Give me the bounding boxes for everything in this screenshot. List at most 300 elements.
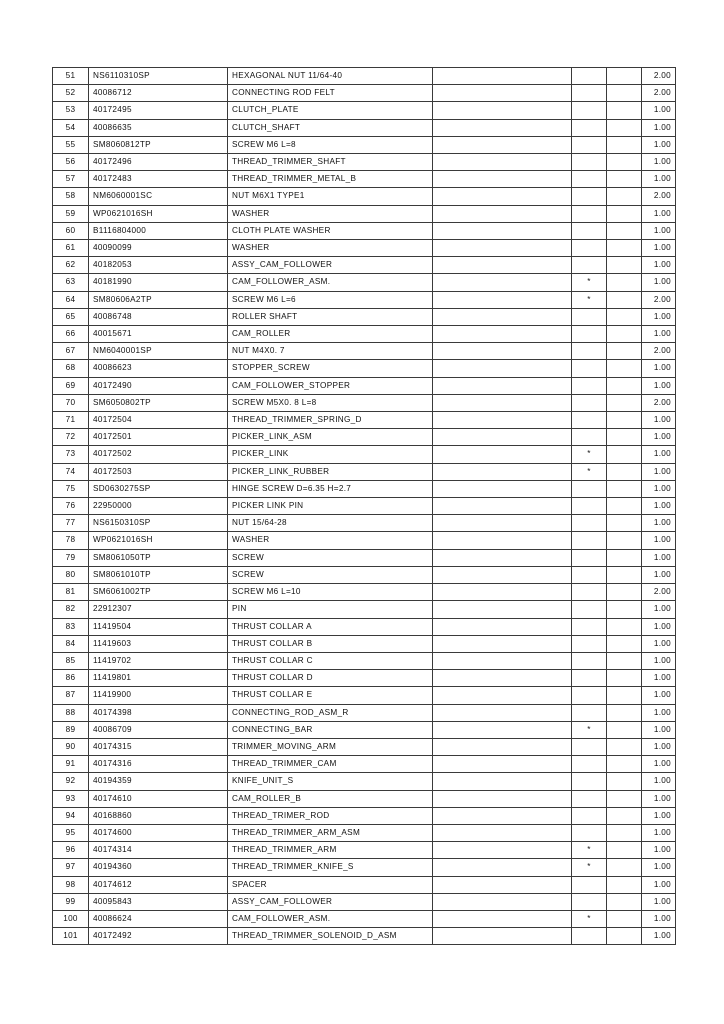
quantity-cell: 1.00: [642, 807, 676, 824]
quantity-cell: 1.00: [642, 876, 676, 893]
description-cell: PIN: [228, 601, 433, 618]
item-number-cell: 77: [53, 515, 89, 532]
mark-cell: [572, 790, 607, 807]
mark-cell: *: [572, 721, 607, 738]
table-row: [53, 136, 676, 153]
mark-cell: [572, 652, 607, 669]
mark-cell: *: [572, 291, 607, 308]
mark-cell: [572, 154, 607, 171]
empty-cell: [433, 893, 572, 910]
description-cell: THRUST COLLAR E: [228, 687, 433, 704]
empty-cell: [607, 154, 642, 171]
empty-cell: [433, 859, 572, 876]
empty-cell: [607, 910, 642, 927]
empty-cell: [607, 119, 642, 136]
empty-cell: [607, 549, 642, 566]
mark-cell: [572, 635, 607, 652]
item-number-cell: 94: [53, 807, 89, 824]
item-number-cell: 78: [53, 532, 89, 549]
empty-cell: [607, 394, 642, 411]
description-cell: HINGE SCREW D=6.35 H=2.7: [228, 480, 433, 497]
mark-cell: [572, 601, 607, 618]
quantity-cell: 1.00: [642, 498, 676, 515]
description-cell: THREAD_TRIMMER_METAL_B: [228, 171, 433, 188]
table-row: [53, 205, 676, 222]
empty-cell: [433, 274, 572, 291]
mark-cell: [572, 188, 607, 205]
empty-cell: [433, 377, 572, 394]
table-row: [53, 498, 676, 515]
part-number-cell: 22912307: [89, 601, 228, 618]
quantity-cell: 1.00: [642, 756, 676, 773]
part-number-cell: WP0621016SH: [89, 205, 228, 222]
table-row: [53, 360, 676, 377]
empty-cell: [607, 618, 642, 635]
empty-cell: [433, 498, 572, 515]
empty-cell: [433, 910, 572, 927]
empty-cell: [433, 807, 572, 824]
part-number-cell: B1116804000: [89, 222, 228, 239]
quantity-cell: 1.00: [642, 910, 676, 927]
description-cell: SCREW M6 L=6: [228, 291, 433, 308]
part-number-cell: SM8061010TP: [89, 566, 228, 583]
quantity-cell: 1.00: [642, 738, 676, 755]
description-cell: ASSY_CAM_FOLLOWER: [228, 257, 433, 274]
empty-cell: [607, 532, 642, 549]
part-number-cell: 40172492: [89, 928, 228, 945]
part-number-cell: 40172483: [89, 171, 228, 188]
mark-cell: *: [572, 859, 607, 876]
empty-cell: [433, 515, 572, 532]
description-cell: NUT 15/64-28: [228, 515, 433, 532]
mark-cell: [572, 704, 607, 721]
table-row: [53, 704, 676, 721]
mark-cell: [572, 773, 607, 790]
mark-cell: [572, 807, 607, 824]
quantity-cell: 1.00: [642, 412, 676, 429]
empty-cell: [607, 205, 642, 222]
description-cell: THRUST COLLAR B: [228, 635, 433, 652]
part-number-cell: NS6150310SP: [89, 515, 228, 532]
quantity-cell: 1.00: [642, 928, 676, 945]
item-number-cell: 51: [53, 68, 89, 85]
part-number-cell: 11419702: [89, 652, 228, 669]
description-cell: WASHER: [228, 205, 433, 222]
part-number-cell: 40181990: [89, 274, 228, 291]
mark-cell: *: [572, 463, 607, 480]
part-number-cell: 40086709: [89, 721, 228, 738]
table-row: [53, 68, 676, 85]
empty-cell: [607, 721, 642, 738]
mark-cell: [572, 394, 607, 411]
description-cell: THREAD_TRIMMER_SOLENOID_D_ASM: [228, 928, 433, 945]
empty-cell: [433, 790, 572, 807]
part-number-cell: 22950000: [89, 498, 228, 515]
empty-cell: [433, 618, 572, 635]
mark-cell: [572, 412, 607, 429]
quantity-cell: 1.00: [642, 446, 676, 463]
description-cell: CAM_FOLLOWER_ASM.: [228, 910, 433, 927]
empty-cell: [607, 188, 642, 205]
empty-cell: [433, 842, 572, 859]
quantity-cell: 1.00: [642, 842, 676, 859]
empty-cell: [433, 360, 572, 377]
part-number-cell: 40172495: [89, 102, 228, 119]
item-number-cell: 74: [53, 463, 89, 480]
part-number-cell: SM8061050TP: [89, 549, 228, 566]
item-number-cell: 83: [53, 618, 89, 635]
item-number-cell: 54: [53, 119, 89, 136]
mark-cell: [572, 360, 607, 377]
empty-cell: [607, 326, 642, 343]
item-number-cell: 64: [53, 291, 89, 308]
description-cell: SCREW M6 L=10: [228, 584, 433, 601]
empty-cell: [433, 721, 572, 738]
part-number-cell: SM8060812TP: [89, 136, 228, 153]
description-cell: PICKER_LINK_RUBBER: [228, 463, 433, 480]
part-number-cell: 40174600: [89, 824, 228, 841]
table-row: [53, 756, 676, 773]
quantity-cell: 1.00: [642, 326, 676, 343]
description-cell: SCREW: [228, 549, 433, 566]
mark-cell: [572, 136, 607, 153]
mark-cell: [572, 893, 607, 910]
empty-cell: [607, 515, 642, 532]
description-cell: HEXAGONAL NUT 11/64-40: [228, 68, 433, 85]
quantity-cell: 1.00: [642, 360, 676, 377]
quantity-cell: 1.00: [642, 222, 676, 239]
part-number-cell: SM6050802TP: [89, 394, 228, 411]
table-row: [53, 515, 676, 532]
empty-cell: [433, 566, 572, 583]
parts-list-body: [53, 68, 676, 945]
part-number-cell: SM6061002TP: [89, 584, 228, 601]
empty-cell: [607, 584, 642, 601]
item-number-cell: 89: [53, 721, 89, 738]
mark-cell: [572, 687, 607, 704]
quantity-cell: 1.00: [642, 119, 676, 136]
part-number-cell: 40174398: [89, 704, 228, 721]
table-row: [53, 893, 676, 910]
empty-cell: [433, 188, 572, 205]
empty-cell: [607, 928, 642, 945]
table-row: [53, 119, 676, 136]
table-row: [53, 240, 676, 257]
table-row: [53, 773, 676, 790]
item-number-cell: 85: [53, 652, 89, 669]
table-row: [53, 429, 676, 446]
table-row: [53, 549, 676, 566]
quantity-cell: 1.00: [642, 515, 676, 532]
empty-cell: [607, 773, 642, 790]
empty-cell: [433, 928, 572, 945]
description-cell: CAM_FOLLOWER_STOPPER: [228, 377, 433, 394]
empty-cell: [433, 240, 572, 257]
quantity-cell: 1.00: [642, 618, 676, 635]
mark-cell: [572, 377, 607, 394]
empty-cell: [433, 308, 572, 325]
quantity-cell: 1.00: [642, 601, 676, 618]
quantity-cell: 1.00: [642, 893, 676, 910]
empty-cell: [433, 480, 572, 497]
description-cell: ROLLER SHAFT: [228, 308, 433, 325]
part-number-cell: 40174612: [89, 876, 228, 893]
mark-cell: [572, 257, 607, 274]
empty-cell: [433, 532, 572, 549]
table-row: [53, 377, 676, 394]
part-number-cell: 40015671: [89, 326, 228, 343]
quantity-cell: 2.00: [642, 343, 676, 360]
empty-cell: [607, 652, 642, 669]
item-number-cell: 90: [53, 738, 89, 755]
empty-cell: [607, 274, 642, 291]
table-row: [53, 188, 676, 205]
empty-cell: [607, 601, 642, 618]
description-cell: CAM_ROLLER: [228, 326, 433, 343]
empty-cell: [433, 446, 572, 463]
empty-cell: [433, 549, 572, 566]
mark-cell: [572, 566, 607, 583]
item-number-cell: 70: [53, 394, 89, 411]
part-number-cell: 40086624: [89, 910, 228, 927]
description-cell: THRUST COLLAR C: [228, 652, 433, 669]
empty-cell: [433, 205, 572, 222]
empty-cell: [607, 687, 642, 704]
quantity-cell: 1.00: [642, 136, 676, 153]
part-number-cell: 11419504: [89, 618, 228, 635]
quantity-cell: 2.00: [642, 394, 676, 411]
quantity-cell: 1.00: [642, 824, 676, 841]
quantity-cell: 1.00: [642, 463, 676, 480]
description-cell: THRUST COLLAR D: [228, 670, 433, 687]
quantity-cell: 1.00: [642, 635, 676, 652]
quantity-cell: 1.00: [642, 308, 676, 325]
empty-cell: [607, 85, 642, 102]
item-number-cell: 84: [53, 635, 89, 652]
item-number-cell: 97: [53, 859, 89, 876]
part-number-cell: NM6060001SC: [89, 188, 228, 205]
table-row: [53, 807, 676, 824]
mark-cell: [572, 68, 607, 85]
item-number-cell: 55: [53, 136, 89, 153]
empty-cell: [433, 463, 572, 480]
quantity-cell: 1.00: [642, 429, 676, 446]
empty-cell: [433, 291, 572, 308]
mark-cell: [572, 171, 607, 188]
mark-cell: *: [572, 910, 607, 927]
description-cell: CLUTCH_PLATE: [228, 102, 433, 119]
description-cell: CONNECTING_ROD_ASM_R: [228, 704, 433, 721]
mark-cell: *: [572, 446, 607, 463]
empty-cell: [433, 257, 572, 274]
empty-cell: [433, 704, 572, 721]
mark-cell: [572, 119, 607, 136]
table-row: [53, 824, 676, 841]
empty-cell: [607, 756, 642, 773]
mark-cell: [572, 928, 607, 945]
item-number-cell: 60: [53, 222, 89, 239]
part-number-cell: 40086635: [89, 119, 228, 136]
table-row: [53, 721, 676, 738]
part-number-cell: 40172504: [89, 412, 228, 429]
mark-cell: [572, 326, 607, 343]
description-cell: CAM_FOLLOWER_ASM.: [228, 274, 433, 291]
item-number-cell: 92: [53, 773, 89, 790]
mark-cell: [572, 498, 607, 515]
empty-cell: [607, 807, 642, 824]
item-number-cell: 61: [53, 240, 89, 257]
empty-cell: [607, 704, 642, 721]
description-cell: PICKER LINK PIN: [228, 498, 433, 515]
description-cell: THREAD_TRIMMER_ARM_ASM: [228, 824, 433, 841]
item-number-cell: 56: [53, 154, 89, 171]
quantity-cell: 1.00: [642, 171, 676, 188]
table-row: [53, 738, 676, 755]
table-row: [53, 601, 676, 618]
empty-cell: [607, 790, 642, 807]
item-number-cell: 95: [53, 824, 89, 841]
table-row: [53, 687, 676, 704]
quantity-cell: 1.00: [642, 549, 676, 566]
table-row: [53, 876, 676, 893]
part-number-cell: 40194359: [89, 773, 228, 790]
item-number-cell: 93: [53, 790, 89, 807]
empty-cell: [607, 566, 642, 583]
item-number-cell: 96: [53, 842, 89, 859]
item-number-cell: 72: [53, 429, 89, 446]
empty-cell: [607, 240, 642, 257]
quantity-cell: 1.00: [642, 652, 676, 669]
empty-cell: [607, 670, 642, 687]
empty-cell: [433, 394, 572, 411]
table-row: [53, 446, 676, 463]
table-row: [53, 480, 676, 497]
mark-cell: [572, 876, 607, 893]
empty-cell: [607, 842, 642, 859]
description-cell: CLOTH PLATE WASHER: [228, 222, 433, 239]
quantity-cell: 1.00: [642, 566, 676, 583]
item-number-cell: 91: [53, 756, 89, 773]
quantity-cell: 1.00: [642, 790, 676, 807]
empty-cell: [433, 738, 572, 755]
empty-cell: [607, 824, 642, 841]
empty-cell: [607, 291, 642, 308]
parts-list-table: [52, 67, 676, 945]
empty-cell: [433, 154, 572, 171]
empty-cell: [607, 446, 642, 463]
quantity-cell: 1.00: [642, 154, 676, 171]
empty-cell: [607, 136, 642, 153]
table-row: [53, 154, 676, 171]
quantity-cell: 1.00: [642, 377, 676, 394]
item-number-cell: 79: [53, 549, 89, 566]
item-number-cell: 71: [53, 412, 89, 429]
mark-cell: [572, 824, 607, 841]
quantity-cell: 1.00: [642, 704, 676, 721]
empty-cell: [607, 480, 642, 497]
mark-cell: [572, 618, 607, 635]
empty-cell: [433, 85, 572, 102]
item-number-cell: 75: [53, 480, 89, 497]
item-number-cell: 62: [53, 257, 89, 274]
mark-cell: [572, 102, 607, 119]
table-row: [53, 790, 676, 807]
empty-cell: [607, 343, 642, 360]
mark-cell: [572, 308, 607, 325]
part-number-cell: SM80606A2TP: [89, 291, 228, 308]
table-row: [53, 326, 676, 343]
item-number-cell: 66: [53, 326, 89, 343]
part-number-cell: 40172502: [89, 446, 228, 463]
empty-cell: [433, 136, 572, 153]
mark-cell: [572, 515, 607, 532]
empty-cell: [607, 429, 642, 446]
description-cell: KNIFE_UNIT_S: [228, 773, 433, 790]
description-cell: ASSY_CAM_FOLLOWER: [228, 893, 433, 910]
description-cell: SCREW M5X0. 8 L=8: [228, 394, 433, 411]
empty-cell: [433, 876, 572, 893]
empty-cell: [607, 68, 642, 85]
empty-cell: [607, 635, 642, 652]
description-cell: THRUST COLLAR A: [228, 618, 433, 635]
item-number-cell: 88: [53, 704, 89, 721]
part-number-cell: 40086712: [89, 85, 228, 102]
empty-cell: [433, 635, 572, 652]
description-cell: THREAD_TRIMMER_SHAFT: [228, 154, 433, 171]
table-row: [53, 842, 676, 859]
table-row: [53, 928, 676, 945]
table-row: [53, 257, 676, 274]
mark-cell: [572, 756, 607, 773]
description-cell: SPACER: [228, 876, 433, 893]
description-cell: THREAD_TRIMMER_ARM: [228, 842, 433, 859]
description-cell: NUT M4X0. 7: [228, 343, 433, 360]
table-row: [53, 566, 676, 583]
part-number-cell: WP0621016SH: [89, 532, 228, 549]
mark-cell: [572, 429, 607, 446]
part-number-cell: 40086748: [89, 308, 228, 325]
quantity-cell: 1.00: [642, 205, 676, 222]
item-number-cell: 101: [53, 928, 89, 945]
item-number-cell: 69: [53, 377, 89, 394]
quantity-cell: 1.00: [642, 274, 676, 291]
empty-cell: [433, 326, 572, 343]
mark-cell: [572, 584, 607, 601]
table-row: [53, 291, 676, 308]
table-row: [53, 412, 676, 429]
part-number-cell: 40182053: [89, 257, 228, 274]
part-number-cell: 40172503: [89, 463, 228, 480]
mark-cell: [572, 549, 607, 566]
description-cell: CONNECTING ROD FELT: [228, 85, 433, 102]
part-number-cell: 40086623: [89, 360, 228, 377]
empty-cell: [433, 119, 572, 136]
empty-cell: [607, 257, 642, 274]
quantity-cell: 1.00: [642, 859, 676, 876]
description-cell: PICKER_LINK: [228, 446, 433, 463]
part-number-cell: 40194360: [89, 859, 228, 876]
table-row: [53, 222, 676, 239]
empty-cell: [607, 308, 642, 325]
quantity-cell: 1.00: [642, 480, 676, 497]
part-number-cell: 11419801: [89, 670, 228, 687]
description-cell: THREAD_TRIMMER_SPRING_D: [228, 412, 433, 429]
quantity-cell: 1.00: [642, 721, 676, 738]
description-cell: TRIMMER_MOVING_ARM: [228, 738, 433, 755]
empty-cell: [433, 687, 572, 704]
part-number-cell: 40090099: [89, 240, 228, 257]
mark-cell: [572, 343, 607, 360]
